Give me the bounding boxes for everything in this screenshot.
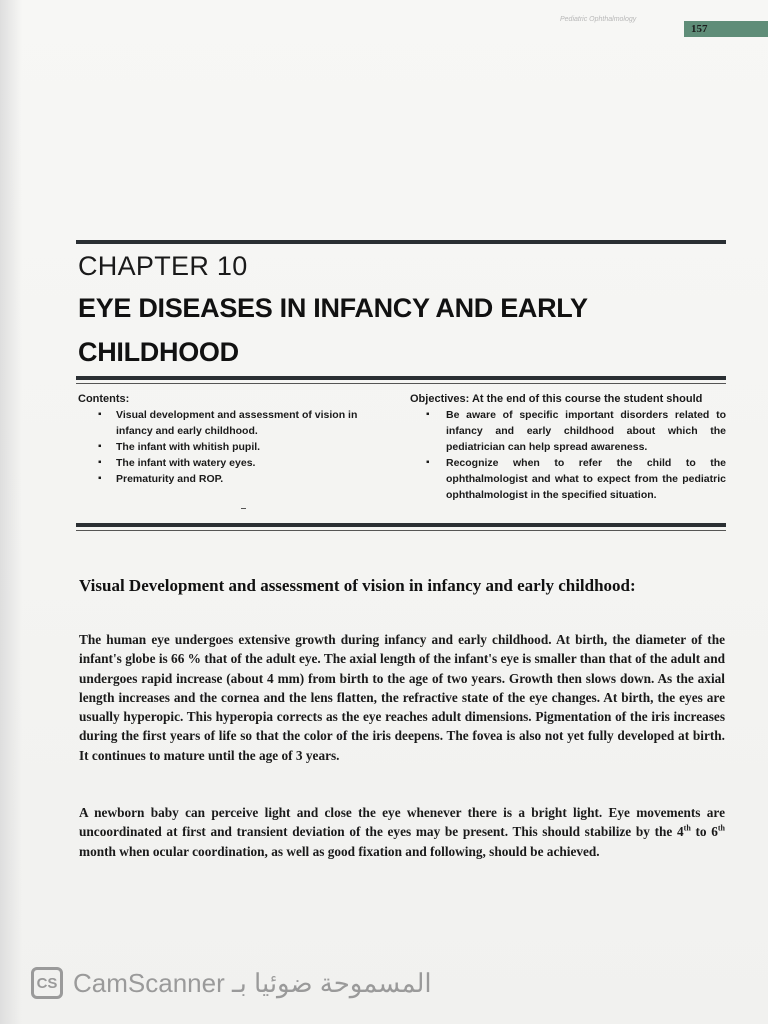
bullet-icon: ▪ [98, 457, 102, 468]
bullet-icon: ▪ [98, 441, 102, 452]
objectives-bottom-rule [76, 523, 726, 527]
running-head: Pediatric Ophthalmology [560, 16, 637, 23]
list-item: ▪ The infant with watery eyes. [98, 457, 256, 469]
list-item: ▪ Recognize when to refer the child to the ophthalmologist and what to expect from the pediatric ophthalmologist in the specified situation. [426, 457, 726, 501]
objectives-column [410, 391, 726, 503]
contents-heading: Contents: [78, 393, 130, 405]
chapter-bottom-thin-rule [76, 383, 726, 384]
bullet-icon: ▪ [98, 409, 102, 420]
objectives-lead: At the end of this course the student should [471, 393, 703, 405]
list-item: ▪ Prematurity and ROP. [98, 473, 224, 485]
objectives-heading-line [410, 391, 726, 407]
list-item: ▪ The infant with whitish pupil. [98, 441, 261, 453]
chapter-number: CHAPTER 10 [78, 251, 248, 281]
list-item: ▪ Be aware of specific important disorders related to infancy and early childhood about which the pediatrician can help spread awareness. [426, 409, 726, 453]
page-number-badge: 157 [684, 21, 768, 37]
bullet-icon: ▪ [98, 473, 102, 484]
objectives-heading: Objectives: [410, 393, 470, 405]
list-item: ▪ Visual development and assessment of vision in infancy and early childhood. [98, 409, 358, 437]
chapter-bottom-rule [76, 376, 726, 380]
bullet-icon: ▪ [426, 409, 430, 420]
section-heading: Visual Development and assessment of vision in infancy and early childhood: [79, 576, 636, 595]
stray-mark [241, 508, 246, 509]
camscanner-watermark [31, 966, 432, 1000]
objectives-bottom-thin-rule [76, 530, 726, 531]
paragraph: The human eye undergoes extensive growth during infancy and early childhood. At birth, the diameter of the infant's globe is 66 % that of the adult eye. The axial length of the infant's eye is smaller than that of the adult and undergoes rapid increase (about 4 mm) from birth to the age of two years. Growth then slows down. As the axial length increases and the cornea and the lens flatten, the refractive state of the eye changes. At birth, the eyes are usually hyperopic. This hyperopia corrects as the eye reaches adult dimensions. Pigmentation of the iris increases during the first years of life so that the color of the iris deepens. The fovea is also not yet fully developed at birth. It continues to mature until the age of 3 years. [79, 632, 725, 763]
paragraph: A newborn baby can perceive light and close the eye whenever there is a bright light. Eye movements are uncoordinated at first and transient deviation of the eyes may be present. This should stabilize by the 4th to 6th month when ocular coordination, as well as good fixation and following, should be achieved. [79, 805, 726, 859]
objectives-list [410, 407, 726, 503]
show-through-texture [80, 62, 725, 242]
contents-list [78, 407, 378, 487]
watermark-text: CamScanner المسموحة ضوئيا بـ [73, 967, 432, 998]
contents-column [78, 391, 378, 487]
chapter-title: EYE DISEASES IN INFANCY AND EARLY CHILDHOOD [78, 293, 588, 367]
bullet-icon: ▪ [426, 457, 430, 468]
camscanner-logo-icon: CS [31, 967, 63, 999]
page-edge-shadow [0, 0, 22, 1024]
chapter-top-rule [76, 240, 726, 244]
